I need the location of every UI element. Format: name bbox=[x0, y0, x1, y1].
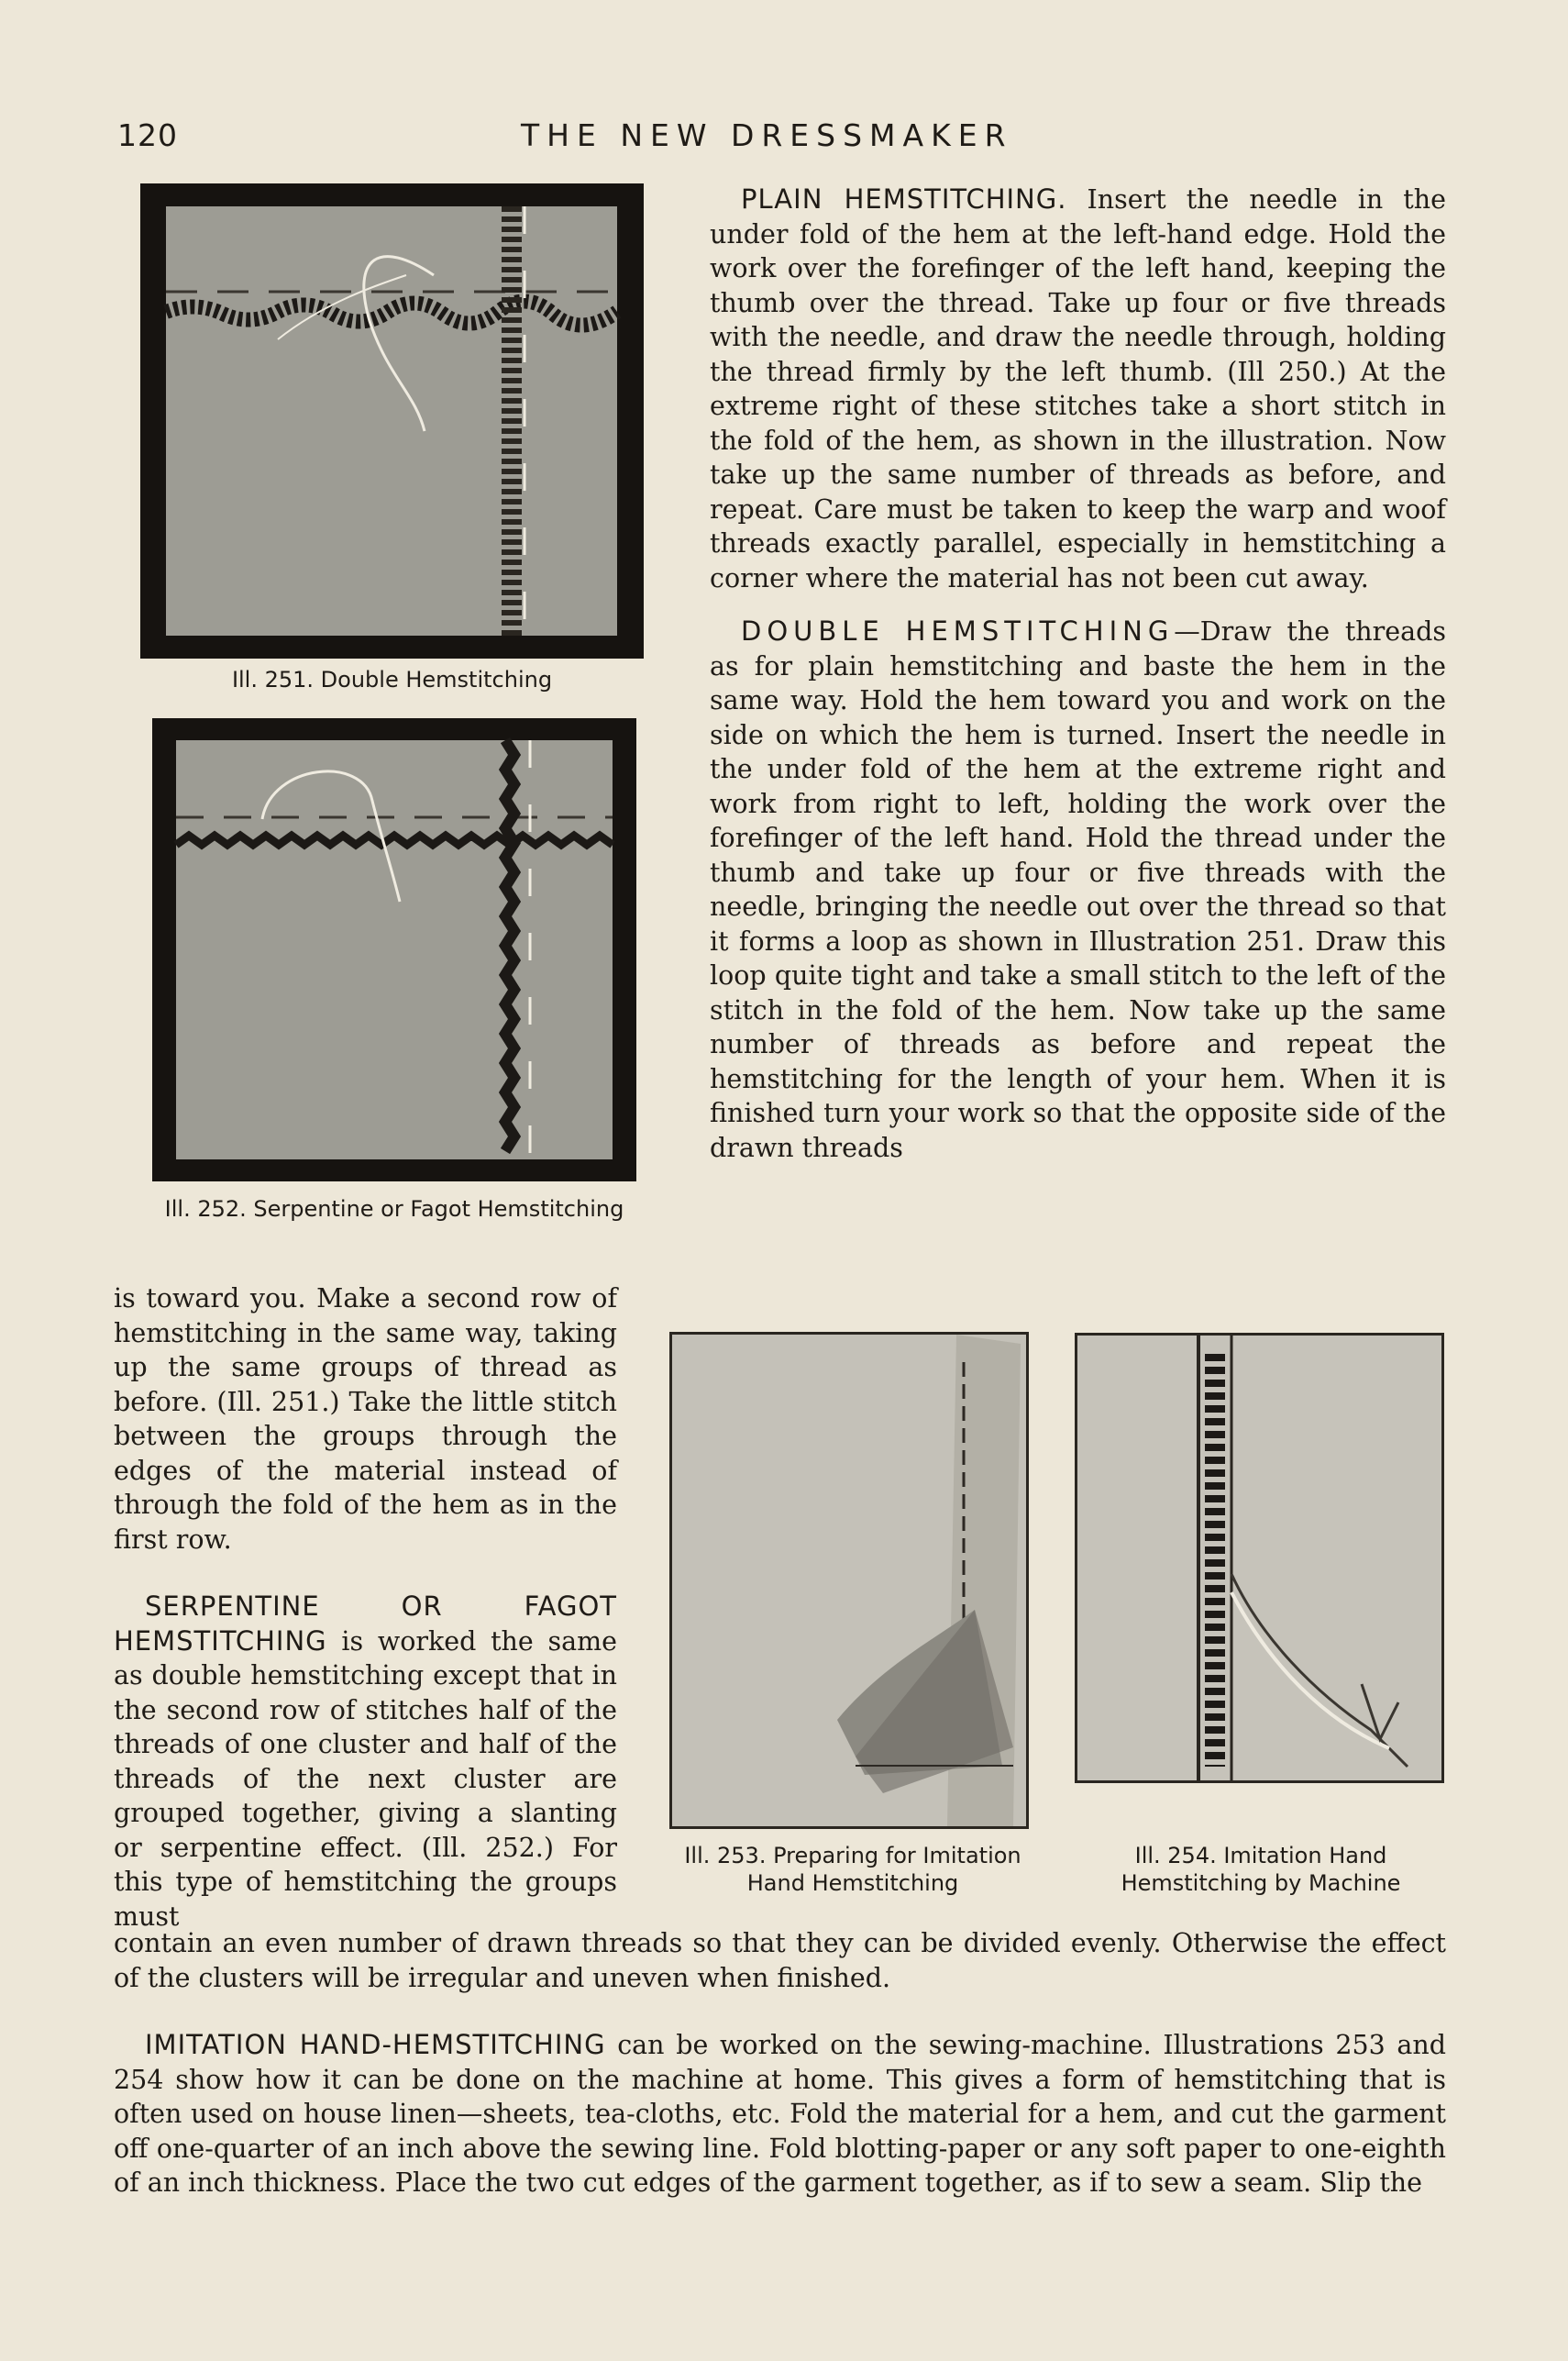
paragraph-serpentine-continuation: contain an even number of drawn threads so that they can be divided evenly. Otherwise the effect of the clusters will be irregular and uneven when finished. bbox=[114, 1928, 1446, 1993]
caption-ill-253: Ill. 253. Preparing for Imitation Hand Hemstitching bbox=[684, 1843, 1021, 1896]
caption-ill-251: Ill. 251. Double Hemstitching bbox=[231, 667, 553, 693]
caption-ill-252: Ill. 252. Serpentine or Fagot Hemstitching bbox=[164, 1196, 624, 1222]
right-column-text bbox=[710, 183, 1446, 1165]
caption-ill-254: Ill. 254. Imitation Hand Hemstitching by Machine bbox=[1121, 1843, 1401, 1896]
serpentine-body: is worked the same as double hemstitching except that in the second row of stitches half of the threads of one cluster and half of the threads of the next cluster are grouped together, giving a slanting or serpentine effect. (Ill. 252.) For this type of hemstitching the groups must bbox=[114, 1625, 617, 1932]
serpentine-hemstitching-drawing bbox=[152, 718, 636, 1181]
folded-material-drawing bbox=[672, 1335, 1026, 1826]
left-column-text bbox=[114, 1281, 617, 1934]
paragraph-serpentine bbox=[114, 1590, 617, 1934]
page-number: 120 bbox=[117, 117, 178, 153]
heading-serpentine: SERPENTINE OR FAGOT HEMSTITCHING bbox=[114, 1591, 617, 1657]
heading-imitation: IMITATION HAND-HEMSTITCHING bbox=[145, 2029, 606, 2060]
illustration-254 bbox=[1075, 1333, 1444, 1783]
paragraph-double-continuation: is toward you. Make a second row of hemstitching in the same way, taking up the same groups of thread as before. (Ill. 251.) Take the little stitch between the groups through the edges of the material instead of through the fold of the hem as in the first row. bbox=[114, 1283, 617, 1555]
machine-stitched-drawing bbox=[1077, 1336, 1441, 1780]
plain-hemstitching-body: Insert the needle in the under fold of the hem at the left-hand edge. Hold the work over the forefinger of the left hand, keeping the thumb over the thread. Take up four or five threads with the needle, and draw the needle through, holding the thread firmly by the left thumb. (Ill 250.) At the extreme right of these stitches take a short stitch in the fold of the hem, as shown in the illustration. Now take up the same number of threads as before, and repeat. Care must be taken to keep the warp and woof threads exactly parallel, especially in hemstitching a corner where the material has not been cut away. bbox=[710, 184, 1446, 593]
illustration-251 bbox=[140, 183, 644, 659]
double-hemstitching-drawing bbox=[140, 183, 644, 659]
paragraph-plain-hemstitching bbox=[710, 183, 1446, 595]
full-width-text bbox=[114, 1926, 1446, 2200]
book-title: THE NEW DRESSMAKER bbox=[521, 117, 1013, 153]
paragraph-double-hemstitching bbox=[710, 615, 1446, 1165]
illustration-253 bbox=[669, 1332, 1029, 1829]
illustration-252 bbox=[152, 718, 636, 1181]
heading-plain-hemstitching: PLAIN HEMSTITCHING. bbox=[741, 183, 1067, 215]
imitation-body: can be worked on the sewing-machine. Illustrations 253 and 254 show how it can be done on the machine at home. This gives a form of hemstitching that is often used on house linen—sheets, tea-cloths, etc. Fold the material for a hem, and cut the garment off one-quarter of an inch above the sewing line. Fold blotting-paper or any soft paper to one-eighth of an inch thickness. Place the two cut edges of the garment together, as if to sew a seam. Slip the bbox=[114, 2030, 1446, 2198]
double-hemstitching-body: —Draw the threads as for plain hemstitching and baste the hem in the same way. Hold the hem toward you and work on the side on which the hem is turned. Insert the needle in the under fold of the hem at the extreme right and work from right to left, holding the work over the forefinger of the left hand. Hold the thread under the thumb and take up four or five threads with the needle, bringing the needle out over the thread so that it forms a loop as shown in Illustration 251. Draw this loop quite tight and take a small stitch to the left of the stitch in the fold of the hem. Now take up the same number of threads as before and repeat the hemstitching for the length of your hem. When it is finished turn your work so that the opposite side of the drawn threads bbox=[710, 616, 1447, 1163]
heading-double-hemstitching: DOUBLE HEMSTITCHING bbox=[741, 615, 1175, 647]
paragraph-imitation bbox=[114, 2028, 1446, 2200]
running-header bbox=[117, 117, 1447, 163]
